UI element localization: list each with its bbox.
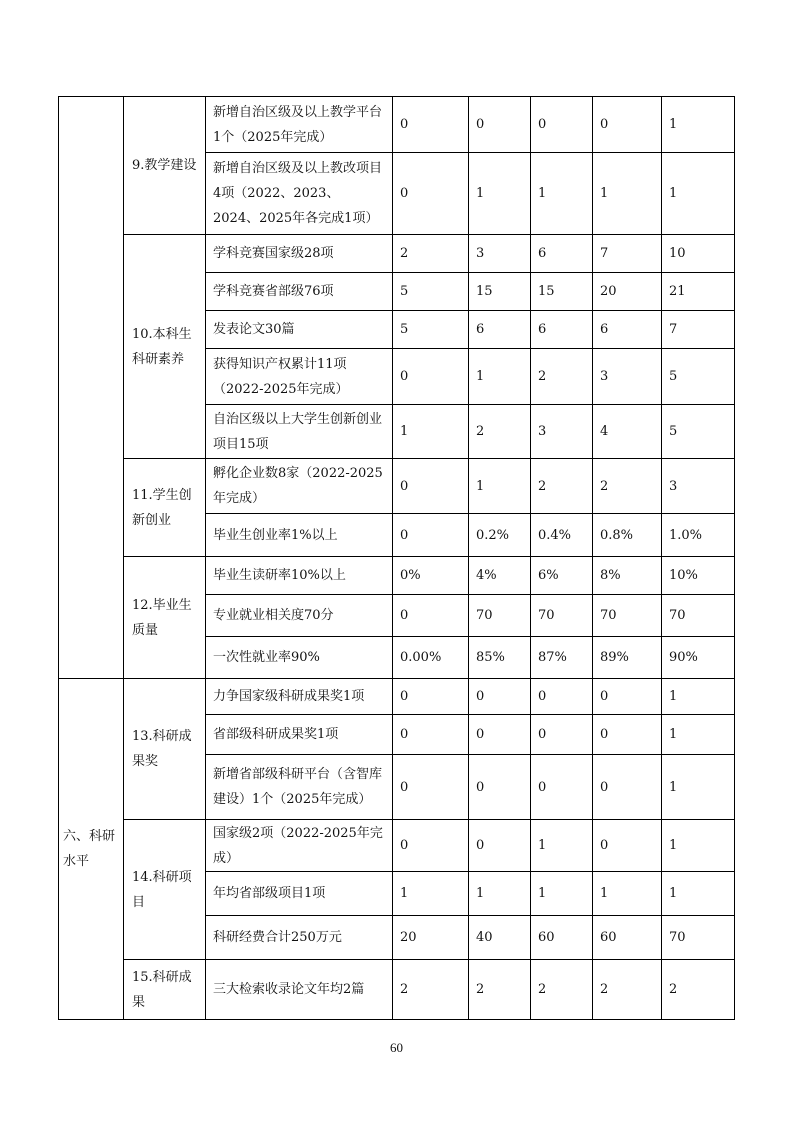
indicator-cell: 孵化企业数8家（2022-2025年完成）: [206, 459, 393, 514]
value-cell: 0: [531, 755, 593, 820]
value-cell: 70: [469, 595, 531, 637]
value-cell: 20: [393, 916, 469, 960]
value-cell: 6%: [531, 557, 593, 595]
value-cell: 0: [393, 514, 469, 557]
value-cell: 0: [469, 715, 531, 755]
value-cell: 6: [593, 311, 662, 349]
value-cell: 0: [531, 679, 593, 715]
indicator-cell: 学科竞赛国家级28项: [206, 235, 393, 273]
value-cell: 0: [393, 715, 469, 755]
value-cell: 0: [393, 595, 469, 637]
indicator-cell: 科研经费合计250万元: [206, 916, 393, 960]
category-cell: 六、科研水平: [59, 679, 124, 1020]
indicator-cell: 力争国家级科研成果奖1项: [206, 679, 393, 715]
value-cell: 0: [469, 679, 531, 715]
value-cell: 70: [662, 595, 735, 637]
value-cell: 2: [593, 459, 662, 514]
indicator-cell: 新增自治区级及以上教学平台1个（2025年完成）: [206, 97, 393, 153]
value-cell: 1: [469, 349, 531, 405]
subcategory-cell: 14.科研项目: [124, 820, 206, 960]
value-cell: 3: [662, 459, 735, 514]
indicator-cell: 发表论文30篇: [206, 311, 393, 349]
value-cell: 2: [531, 349, 593, 405]
value-cell: 0: [393, 679, 469, 715]
value-cell: 1: [531, 153, 593, 235]
value-cell: 6: [531, 235, 593, 273]
indicator-cell: 毕业生创业率1%以上: [206, 514, 393, 557]
value-cell: 3: [593, 349, 662, 405]
value-cell: 1: [593, 153, 662, 235]
value-cell: 87%: [531, 637, 593, 679]
value-cell: 0.2%: [469, 514, 531, 557]
table-row: [59, 97, 735, 153]
value-cell: 0.8%: [593, 514, 662, 557]
table-row: [59, 960, 735, 1020]
value-cell: 0: [393, 97, 469, 153]
value-cell: 0: [469, 97, 531, 153]
value-cell: 6: [469, 311, 531, 349]
value-cell: 0: [469, 755, 531, 820]
value-cell: 1: [531, 872, 593, 916]
indicator-cell: 年均省部级项目1项: [206, 872, 393, 916]
value-cell: 0.00%: [393, 637, 469, 679]
value-cell: 0: [593, 755, 662, 820]
value-cell: 60: [593, 916, 662, 960]
indicator-cell: 一次性就业率90%: [206, 637, 393, 679]
value-cell: 60: [531, 916, 593, 960]
value-cell: 2: [469, 960, 531, 1020]
value-cell: 4%: [469, 557, 531, 595]
category-cell-empty: [59, 97, 124, 679]
indicator-cell: 自治区级以上大学生创新创业项目15项: [206, 405, 393, 459]
subcategory-cell: 10.本科生科研素养: [124, 235, 206, 459]
value-cell: 5: [393, 273, 469, 311]
value-cell: 2: [469, 405, 531, 459]
table-row: [59, 235, 735, 273]
value-cell: 70: [531, 595, 593, 637]
value-cell: 1: [662, 820, 735, 872]
value-cell: 89%: [593, 637, 662, 679]
value-cell: 1: [662, 755, 735, 820]
value-cell: 0: [393, 153, 469, 235]
value-cell: 20: [593, 273, 662, 311]
value-cell: 7: [593, 235, 662, 273]
value-cell: 40: [469, 916, 531, 960]
value-cell: 0: [393, 820, 469, 872]
indicator-cell: 省部级科研成果奖1项: [206, 715, 393, 755]
value-cell: 2: [531, 459, 593, 514]
value-cell: 6: [531, 311, 593, 349]
value-cell: 1: [593, 872, 662, 916]
value-cell: 1: [662, 153, 735, 235]
subcategory-cell: 13.科研成果奖: [124, 679, 206, 820]
subcategory-cell: 11.学生创新创业: [124, 459, 206, 557]
value-cell: 0: [393, 459, 469, 514]
indicator-cell: 新增自治区级及以上教改项目4项（2022、2023、2024、2025年各完成1项）: [206, 153, 393, 235]
value-cell: 5: [393, 311, 469, 349]
value-cell: 2: [593, 960, 662, 1020]
table-row: [59, 557, 735, 595]
value-cell: 10: [662, 235, 735, 273]
value-cell: 0: [531, 715, 593, 755]
value-cell: 1: [393, 405, 469, 459]
value-cell: 1: [469, 872, 531, 916]
table-row: [59, 820, 735, 872]
indicator-cell: 国家级2项（2022-2025年完成）: [206, 820, 393, 872]
value-cell: 3: [469, 235, 531, 273]
value-cell: 0: [593, 679, 662, 715]
indicator-cell: 新增省部级科研平台（含智库建设）1个（2025年完成）: [206, 755, 393, 820]
value-cell: 70: [662, 916, 735, 960]
value-cell: 0: [393, 755, 469, 820]
table-row: [59, 459, 735, 514]
indicator-cell: 学科竞赛省部级76项: [206, 273, 393, 311]
value-cell: 5: [662, 349, 735, 405]
value-cell: 15: [531, 273, 593, 311]
value-cell: 0: [469, 820, 531, 872]
value-cell: 1: [531, 820, 593, 872]
value-cell: 1: [469, 459, 531, 514]
page-number: 60: [390, 1040, 403, 1055]
value-cell: 0: [593, 820, 662, 872]
value-cell: 15: [469, 273, 531, 311]
value-cell: 90%: [662, 637, 735, 679]
indicator-cell: 专业就业相关度70分: [206, 595, 393, 637]
value-cell: 85%: [469, 637, 531, 679]
value-cell: 0.4%: [531, 514, 593, 557]
subcategory-cell: 12.毕业生质量: [124, 557, 206, 679]
value-cell: 1: [469, 153, 531, 235]
value-cell: 1: [662, 97, 735, 153]
value-cell: 8%: [593, 557, 662, 595]
table-row: [59, 679, 735, 715]
indicator-cell: 三大检索收录论文年均2篇: [206, 960, 393, 1020]
value-cell: 5: [662, 405, 735, 459]
indicator-cell: 毕业生读研率10%以上: [206, 557, 393, 595]
value-cell: 2: [662, 960, 735, 1020]
value-cell: 2: [531, 960, 593, 1020]
value-cell: 4: [593, 405, 662, 459]
value-cell: 1: [662, 872, 735, 916]
value-cell: 1: [393, 872, 469, 916]
subcategory-cell: 15.科研成果: [124, 960, 206, 1020]
value-cell: 2: [393, 235, 469, 273]
value-cell: 0: [531, 97, 593, 153]
value-cell: 21: [662, 273, 735, 311]
value-cell: 0: [593, 715, 662, 755]
value-cell: 0: [393, 349, 469, 405]
value-cell: 1.0%: [662, 514, 735, 557]
value-cell: 2: [393, 960, 469, 1020]
value-cell: 0: [593, 97, 662, 153]
value-cell: 1: [662, 679, 735, 715]
indicator-table: [58, 96, 735, 1020]
value-cell: 70: [593, 595, 662, 637]
indicator-cell: 获得知识产权累计11项（2022-2025年完成）: [206, 349, 393, 405]
subcategory-cell: 9.教学建设: [124, 97, 206, 235]
value-cell: 0%: [393, 557, 469, 595]
value-cell: 1: [662, 715, 735, 755]
value-cell: 3: [531, 405, 593, 459]
value-cell: 7: [662, 311, 735, 349]
value-cell: 10%: [662, 557, 735, 595]
